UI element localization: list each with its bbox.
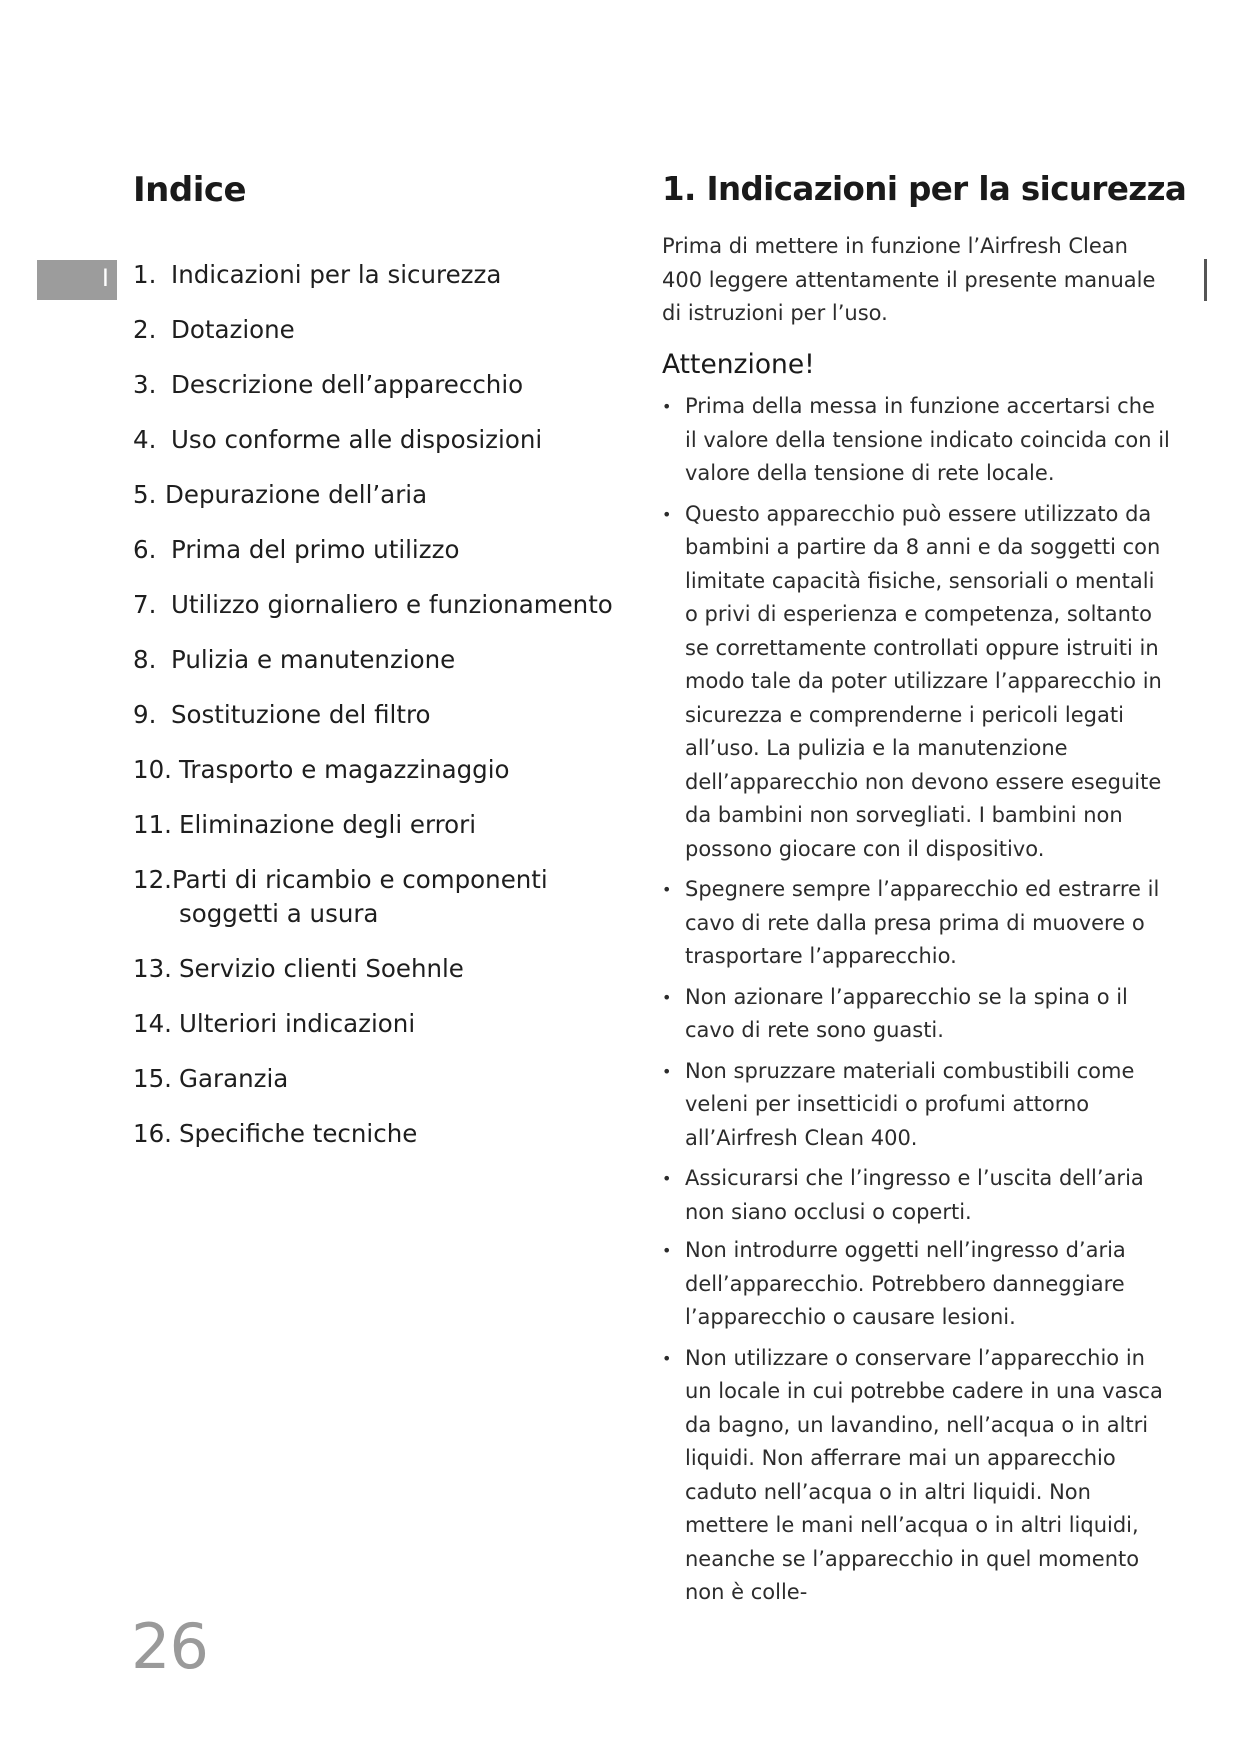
toc-item-label: Sostituzione del filtro <box>171 700 431 729</box>
toc-item-number: 2. <box>133 315 157 344</box>
toc-item-number: 7. <box>133 590 157 619</box>
toc-item-label: Parti di ricambio e componenti <box>171 865 548 894</box>
safety-bullet: • Non azionare l’apparecchio se la spina o il cavo di rete sono guasti. <box>662 981 1172 1048</box>
toc-item-label: Utilizzo giornaliero e funzionamento <box>171 590 613 619</box>
safety-bullet: • Non spruzzare materiali combustibili come veleni per insetticidi o profumi attorno all’Airfresh Clean 400. <box>662 1055 1172 1156</box>
toc-item-number: 15. <box>133 1064 172 1093</box>
toc-item <box>133 313 613 347</box>
toc-item-number: 12. <box>133 865 172 894</box>
toc-item <box>133 808 613 842</box>
safety-bullet: • Prima della messa in funzione accertarsi che il valore della tensione indicato coincida con il valore della tensione di rete locale. <box>662 390 1172 491</box>
toc-item-label: Uso conforme alle disposizioni <box>171 425 543 454</box>
toc-item-label: Pulizia e manutenzione <box>171 645 456 674</box>
safety-bullet: • Non utilizzare o conservare l’apparecchio in un locale in cui potrebbe cadere in una vasca da bagno, un lavandino, nell’acqua o in altri liquidi. Non afferrare mai un apparecchio caduto nell’acqua o in altri liquidi. Non mettere le mani nell’acqua o in altri liquidi, neanche se l’apparecchio in quel momento non è colle- <box>662 1342 1172 1610</box>
toc-item <box>133 1062 613 1096</box>
toc-item-number: 16. <box>133 1119 172 1148</box>
toc-item-number: 1. <box>133 260 157 289</box>
toc-item-number: 3. <box>133 370 157 399</box>
toc-item-label: Eliminazione degli errori <box>179 810 477 839</box>
page-number: 26 <box>131 1610 208 1683</box>
toc-item-number: 10. <box>133 755 172 784</box>
toc-item-label: Ulteriori indicazioni <box>179 1009 416 1038</box>
toc-item <box>133 588 613 622</box>
toc-item-label: Dotazione <box>171 315 295 344</box>
toc-item <box>133 698 613 732</box>
safety-bullet: • Assicurarsi che l’ingresso e l’uscita dell’aria non siano occlusi o coperti. <box>662 1162 1172 1229</box>
toc-item <box>133 643 613 677</box>
toc-item-label: Garanzia <box>179 1064 289 1093</box>
language-tab-label: I <box>101 264 109 292</box>
toc-item-label: Depurazione dell’aria <box>165 480 428 509</box>
toc-item-number: 13. <box>133 954 172 983</box>
toc-item-number: 11. <box>133 810 172 839</box>
toc-item <box>133 863 613 931</box>
toc-item <box>133 423 613 457</box>
toc-list <box>133 258 613 1151</box>
toc-item <box>133 368 613 402</box>
section-intro: Prima di mettere in funzione l’Airfresh Clean 400 leggere attentamente il presente manuale di istruzioni per l’uso. <box>662 234 1156 325</box>
toc-item-label: Indicazioni per la sicurezza <box>171 260 502 289</box>
toc-title: Indice <box>133 170 247 210</box>
toc-item <box>133 1007 613 1041</box>
toc-item <box>133 478 613 512</box>
toc-item-number: 4. <box>133 425 157 454</box>
safety-bullet: • Non introdurre oggetti nell’ingresso d’aria dell’apparecchio. Potrebbero danneggiare l’apparecchio o causare lesioni. <box>662 1234 1172 1335</box>
margin-marker <box>1204 259 1207 301</box>
toc-item-number: 9. <box>133 700 157 729</box>
toc-item-label: Descrizione dell’apparecchio <box>171 370 524 399</box>
toc-item-label: Servizio clienti Soehnle <box>179 954 464 983</box>
toc-item <box>133 533 613 567</box>
toc-item-label: Specifiche tecniche <box>179 1119 418 1148</box>
safety-bullets <box>662 390 1172 1610</box>
language-tab <box>37 260 117 300</box>
toc-item <box>133 952 613 986</box>
toc-item-label: Trasporto e magazzinaggio <box>179 755 510 784</box>
toc-item <box>133 258 613 292</box>
toc-item-continuation: soggetti a usura <box>179 899 379 928</box>
toc-item <box>133 753 613 787</box>
safety-bullet: • Questo apparecchio può essere utilizzato da bambini a partire da 8 anni e da soggetti con limitate capacità fisiche, sensoriali o mentali o privi di esperienza e competenza, soltanto se correttamente controllati oppure istruiti in modo tale da poter utilizzare l’apparecchio in sicurezza e comprenderne i pericoli legati all’uso. La pulizia e la manutenzione dell’apparecchio non devono essere eseguite da bambini non sorvegliati. I bambini non possono giocare con il dispositivo. <box>662 498 1172 867</box>
section-title: 1. Indicazioni per la sicurezza <box>662 170 1187 208</box>
warning-heading: Attenzione! <box>662 349 815 380</box>
toc-item-number: 14. <box>133 1009 172 1038</box>
toc-item-number: 6. <box>133 535 157 564</box>
toc-item-label: Prima del primo utilizzo <box>171 535 460 564</box>
toc-item-number: 5. <box>133 480 157 509</box>
toc-item-number: 8. <box>133 645 157 674</box>
toc-item <box>133 1117 613 1151</box>
safety-bullet: • Spegnere sempre l’apparecchio ed estrarre il cavo di rete dalla presa prima di muovere o trasportare l’apparecchio. <box>662 873 1172 974</box>
